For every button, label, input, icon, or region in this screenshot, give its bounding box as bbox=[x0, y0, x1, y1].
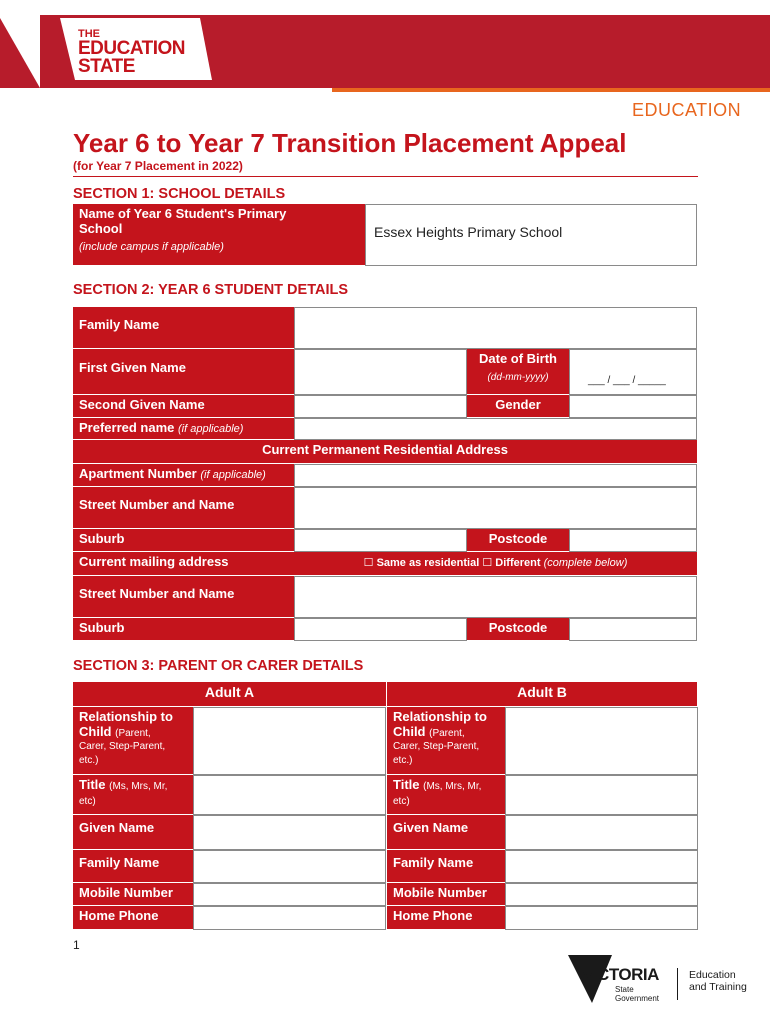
postcode2-field[interactable] bbox=[569, 618, 697, 641]
family-name-field[interactable] bbox=[294, 307, 697, 349]
given-b-field[interactable] bbox=[505, 815, 698, 850]
page-number: 1 bbox=[73, 938, 80, 952]
apartment-field[interactable] bbox=[294, 464, 697, 487]
title-a-field[interactable] bbox=[193, 775, 386, 815]
victoria-state: State bbox=[615, 985, 634, 994]
home-b-label: Home Phone bbox=[387, 906, 505, 930]
department-label: EDUCATION bbox=[632, 100, 742, 120]
title-b-field[interactable] bbox=[505, 775, 698, 815]
mailing-label: Current mailing address bbox=[73, 552, 294, 576]
title-a-label: Title (Ms, Mrs, Mr, etc) bbox=[73, 775, 193, 815]
home-a-field[interactable] bbox=[193, 906, 386, 930]
given-a-label: Given Name bbox=[73, 815, 193, 850]
relationship-b-field[interactable] bbox=[505, 707, 698, 775]
relationship-a-field[interactable] bbox=[193, 707, 386, 775]
street2-field[interactable] bbox=[294, 576, 697, 618]
school-label-cell bbox=[73, 204, 365, 266]
given-b-label: Given Name bbox=[387, 815, 505, 850]
relationship-a-label: Relationship to Child (Parent, Carer, Step-Parent, etc.) bbox=[73, 707, 193, 775]
adult-b-header: Adult B bbox=[386, 682, 697, 707]
mailing-options bbox=[294, 552, 697, 576]
second-given-label: Second Given Name bbox=[73, 395, 294, 418]
family-name-label: Family Name bbox=[73, 307, 294, 349]
suburb-field[interactable] bbox=[294, 529, 467, 552]
postcode-label: Postcode bbox=[467, 529, 569, 552]
different-note: (complete below) bbox=[543, 557, 628, 569]
address-header: Current Permanent Residential Address bbox=[73, 440, 697, 464]
mobile-b-field[interactable] bbox=[505, 883, 698, 906]
dob-label: Date of Birth bbox=[479, 351, 557, 366]
victoria-logo bbox=[568, 955, 688, 1005]
section2-heading: SECTION 2: YEAR 6 STUDENT DETAILS bbox=[73, 282, 348, 298]
victoria-government: Government bbox=[615, 994, 660, 1003]
victoria-wordmark: VICTORIA bbox=[582, 965, 659, 984]
relationship-b-label: Relationship to Child (Parent, Carer, Step-Parent, etc.) bbox=[387, 707, 505, 775]
mobile-a-label: Mobile Number bbox=[73, 883, 193, 906]
family-a-field[interactable] bbox=[193, 850, 386, 883]
dob-field[interactable] bbox=[569, 349, 697, 395]
title-b-label: Title (Ms, Mrs, Mr, etc) bbox=[387, 775, 505, 815]
school-name-field[interactable] bbox=[365, 204, 697, 266]
suburb2-field[interactable] bbox=[294, 618, 467, 641]
logo-divider bbox=[677, 968, 678, 1000]
different-checkbox[interactable]: ☐ bbox=[482, 557, 493, 569]
mobile-a-field[interactable] bbox=[193, 883, 386, 906]
page-subtitle: (for Year 7 Placement in 2022) bbox=[73, 159, 243, 173]
logo-line3: STATE bbox=[78, 56, 135, 77]
header-banner bbox=[0, 0, 770, 90]
dob-blank: ___ / ___ / _____ bbox=[588, 375, 666, 386]
suburb2-label: Suburb bbox=[73, 618, 294, 641]
gender-label: Gender bbox=[467, 395, 569, 418]
dob-format: (dd-mm-yyyy) bbox=[487, 372, 549, 383]
street-label: Street Number and Name bbox=[73, 487, 294, 529]
family-a-label: Family Name bbox=[73, 850, 193, 883]
suburb-label: Suburb bbox=[73, 529, 294, 552]
dob-label-cell bbox=[467, 349, 569, 395]
section1-heading: SECTION 1: SCHOOL DETAILS bbox=[73, 186, 286, 202]
section3-heading: SECTION 3: PARENT OR CARER DETAILS bbox=[73, 658, 364, 674]
family-b-label: Family Name bbox=[387, 850, 505, 883]
postcode-field[interactable] bbox=[569, 529, 697, 552]
gender-field[interactable] bbox=[569, 395, 697, 418]
first-given-field[interactable] bbox=[294, 349, 467, 395]
school-label: Name of Year 6 Student's Primary School bbox=[79, 206, 287, 236]
street2-label: Street Number and Name bbox=[73, 576, 294, 618]
second-given-field[interactable] bbox=[294, 395, 467, 418]
school-name-value: Essex Heights Primary School bbox=[374, 224, 563, 240]
mobile-b-label: Mobile Number bbox=[387, 883, 505, 906]
page-title: Year 6 to Year 7 Transition Placement Appeal bbox=[73, 128, 627, 158]
same-checkbox[interactable]: ☐ bbox=[363, 557, 374, 569]
different-option-label: Different bbox=[495, 557, 541, 569]
home-a-label: Home Phone bbox=[73, 906, 193, 930]
home-b-field[interactable] bbox=[505, 906, 698, 930]
first-given-label: First Given Name bbox=[73, 349, 294, 395]
logo-line2: EDUCATION bbox=[78, 38, 186, 59]
preferred-name-field[interactable] bbox=[294, 418, 697, 440]
school-note: (include campus if applicable) bbox=[79, 241, 224, 253]
preferred-name-label: Preferred name (if applicable) bbox=[73, 418, 294, 440]
postcode2-label: Postcode bbox=[467, 618, 569, 641]
apartment-label: Apartment Number (if applicable) bbox=[73, 464, 294, 487]
same-option-label: Same as residential bbox=[376, 557, 480, 569]
street-field[interactable] bbox=[294, 487, 697, 529]
edu-training-line2: and Training bbox=[689, 981, 747, 993]
adult-a-header: Adult A bbox=[73, 682, 386, 707]
edu-training-line1: Education bbox=[689, 969, 736, 981]
family-b-field[interactable] bbox=[505, 850, 698, 883]
given-a-field[interactable] bbox=[193, 815, 386, 850]
logo-line1: THE bbox=[78, 28, 100, 40]
title-rule bbox=[73, 176, 698, 177]
